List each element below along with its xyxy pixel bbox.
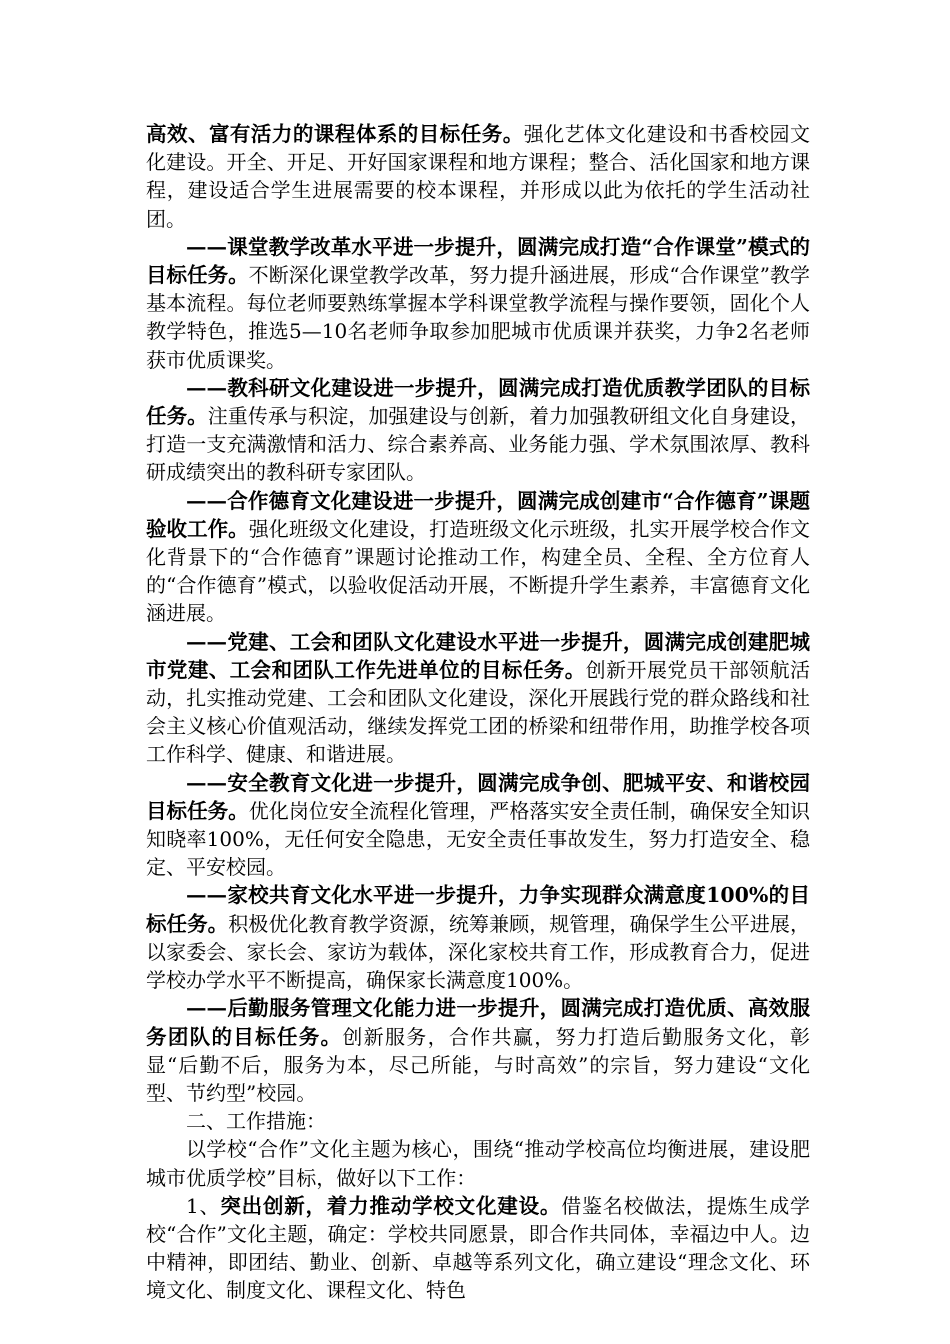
paragraph-home-school: [146, 881, 810, 994]
paragraph-heading: ——家校共育文化水平进一步提升，力争实现群众满意度100%的目标任务。: [146, 883, 810, 936]
paragraph-text: 强化艺体文化建设和书香校园文化建设。开全、开足、开好国家课程和地方课程；整合、活化国家和地方课程，建设适合学生进展需要的校本课程，并形成以此为依托的学生活动社团。: [146, 122, 811, 231]
paragraph-text: 二、工作措施：: [186, 1109, 326, 1134]
paragraph-text: 创新开展党员干部领航活动，扎实推动党建、工会和团队文化建设，深化开展践行党的群众路线和社会主义核心价值观活动，继续发挥党工团的桥梁和纽带作用，助推学校各项工作科学、健康、和谐进展。: [146, 657, 811, 767]
paragraph-safety: [146, 769, 810, 882]
paragraph-measures-intro: [146, 1135, 810, 1191]
paragraph-text: 优化岗位安全流程化管理，严格落实安全责任制，确保安全知识知晓率100%，无任何安全隐患，无安全责任事故发生，努力打造安全、稳定、平安校园。: [146, 798, 810, 880]
paragraph-heading: ——后勤服务管理文化能力进一步提升，圆满完成打造优质、高效服务团队的目标任务。: [146, 996, 810, 1049]
paragraph-heading: 突出创新，着力推动学校文化建设。: [220, 1193, 562, 1218]
paragraph-text: 不断深化课堂教学改革，努力提升涵进展，形成“合作课堂”教学基本流程。每位老师要熟练掌握本学科课堂教学流程与操作要领，固化个人教学特色，推选5—10名老师争取参加肥城市优质课并获奖，力争2名老师获市优质课奖。: [146, 263, 811, 372]
section-heading-measures: [146, 1107, 810, 1135]
paragraph-text: 强化班级文化建设，打造班级文化示班级，扎实开展学校合作文化背景下的“合作德育”课题讨论推动工作，构建全员、全程、全方位育人的“合作德育”模式，以验收促活动开展，不断提升学生素养，丰富德育文化涵进展。: [146, 516, 810, 626]
paragraph-text: 借鉴名校做法，提炼生成学校“合作”文化主题，确定：学校共同愿景，即合作共同体，幸福边中人。边中精神，即团结、勤业、创新、卓越等系列文化，确立建设“理念文化、环境文化、制度文化、课程文化、特色: [146, 1193, 811, 1303]
paragraph-text: 以学校“合作”文化主题为核心，围绕“推动学校高位均衡进展，建设肥城市优质学校”目标，做好以下工作：: [146, 1137, 810, 1190]
document-body: [146, 120, 810, 1305]
paragraph-text: 注重传承与积淀，加强建设与创新，着力加强教研组文化自身建设，打造一支充满激情和活力、综合素养高、业务能力强、学术氛围浓厚、教科研成绩突出的教科研专家团队。: [146, 404, 810, 485]
paragraph-heading: 高效、富有活力的课程体系的目标任务。: [146, 122, 524, 146]
paragraph-classroom-reform: [146, 233, 810, 374]
paragraph-heading: ——合作德育文化建设进一步提升，圆满完成创建市“合作德育”课题验收工作。: [146, 488, 810, 541]
paragraph-heading: ——安全教育文化进一步提升，圆满完成争创、肥城平安、和谐校园目标任务。: [146, 770, 810, 823]
paragraph-party-building: [146, 628, 810, 769]
paragraph-measure-1: [146, 1192, 810, 1305]
paragraph-teaching-research: [146, 374, 810, 487]
paragraph-curriculum: [146, 120, 810, 233]
paragraph-number: 1、: [186, 1193, 221, 1218]
paragraph-text: 创新服务，合作共赢，努力打造后勤服务文化，彰显“后勤不后，服务为本，尽己所能，与时高效”的宗旨，努力建设“文化型、节约型”校园。: [146, 1024, 811, 1105]
paragraph-text: 积极优化教育教学资源，统筹兼顾，规管理，确保学生公平进展，以家委会、家长会、家访为载体，深化家校共育工作，形成教育合力，促进学校办学水平不断提高，确保家长满意度100%。: [146, 911, 810, 993]
paragraph-moral-education: [146, 487, 810, 628]
paragraph-heading: ——党建、工会和团队文化建设水平进一步提升，圆满完成创建肥城市党建、工会和团队工作先进单位的目标任务。: [146, 629, 810, 682]
paragraph-heading: ——教科研文化建设进一步提升，圆满完成打造优质教学团队的目标任务。: [146, 375, 810, 429]
paragraph-heading: ——课堂教学改革水平进一步提升，圆满完成打造“合作课堂”模式的目标任务。: [146, 234, 810, 288]
paragraph-logistics: [146, 994, 810, 1107]
